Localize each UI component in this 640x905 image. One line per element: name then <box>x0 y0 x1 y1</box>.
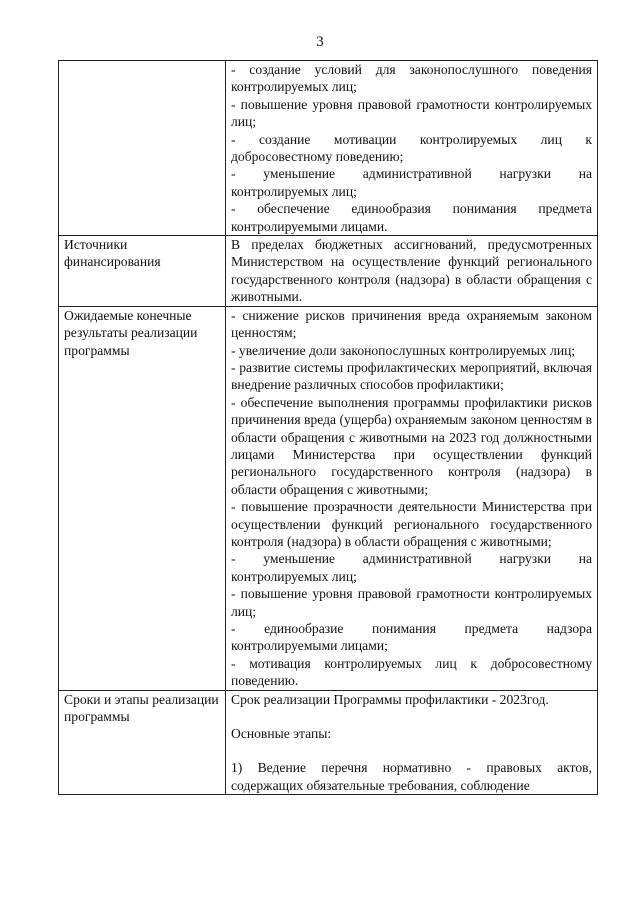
table-row <box>59 61 598 236</box>
table-row <box>59 690 598 795</box>
table-row <box>59 306 598 690</box>
list-item: В пределах бюджетных ассигнований, предусмотренных Министерством на осуществление функций регионального государственного контроля (надзора) в области обращения с животными. <box>231 237 592 305</box>
list-item: - повышение уровня правовой грамотности контролируемых лиц; <box>231 586 592 619</box>
list-item: - единообразие понимания предмета надзора контролируемыми лицами; <box>231 621 592 654</box>
page-number: 3 <box>316 34 324 50</box>
list-item: 1) Ведение перечня нормативно - правовых актов, содержащих обязательные требования, соблюдение <box>231 760 592 793</box>
list-item: - снижение рисков причинения вреда охраняемым законом ценностям; <box>231 307 592 341</box>
row-content <box>226 306 598 690</box>
list-item: - уменьшение административной нагрузки на контролируемых лиц; <box>231 166 592 199</box>
list-item: - повышение уровня правовой грамотности контролируемых лиц; <box>231 96 592 130</box>
row-content <box>226 236 598 307</box>
row-content <box>226 61 598 236</box>
list-item: Срок реализации Программы профилактики - 2023год. <box>231 691 549 707</box>
row-label: Сроки и этапы реализации программы <box>59 690 226 795</box>
row-label <box>59 61 226 236</box>
list-item: - создание условий для законопослушного поведения контролируемых лиц; <box>231 62 592 95</box>
list-item: - увеличение доли законопослушных контролируемых лиц; <box>231 342 576 358</box>
list-item: - повышение прозрачности деятельности Министерства при осуществлении функций регионального государственного контроля (надзора) в области обращения с животными; <box>231 499 592 549</box>
list-item: - развитие системы профилактических мероприятий, включая внедрение различных способов профилактики; <box>231 359 592 393</box>
list-item: - обеспечение выполнения программы профилактики рисков причинения вреда (ущерба) охраняемым законом ценностям в области обращения с животными на 2023 год должностными лицами Министерства при осуществлении функций регионального государственного контроля (надзора) в области обращения с животными; <box>231 394 592 497</box>
list-item: Основные этапы: <box>231 726 332 742</box>
table-row <box>59 236 598 307</box>
program-table <box>58 60 598 795</box>
list-item: - мотивация контролируемых лиц к добросовестному поведению. <box>231 655 592 689</box>
row-label: Ожидаемые конечные результаты реализации программы <box>59 306 226 690</box>
list-item: - уменьшение административной нагрузки на контролируемых лиц; <box>231 551 592 584</box>
list-item: - создание мотивации контролируемых лиц к добросовестному поведению; <box>231 131 592 165</box>
list-item: - обеспечение единообразия понимания предмета контролируемыми лицами. <box>231 201 592 234</box>
row-label: Источники финансирования <box>59 236 226 307</box>
row-content <box>226 690 598 795</box>
